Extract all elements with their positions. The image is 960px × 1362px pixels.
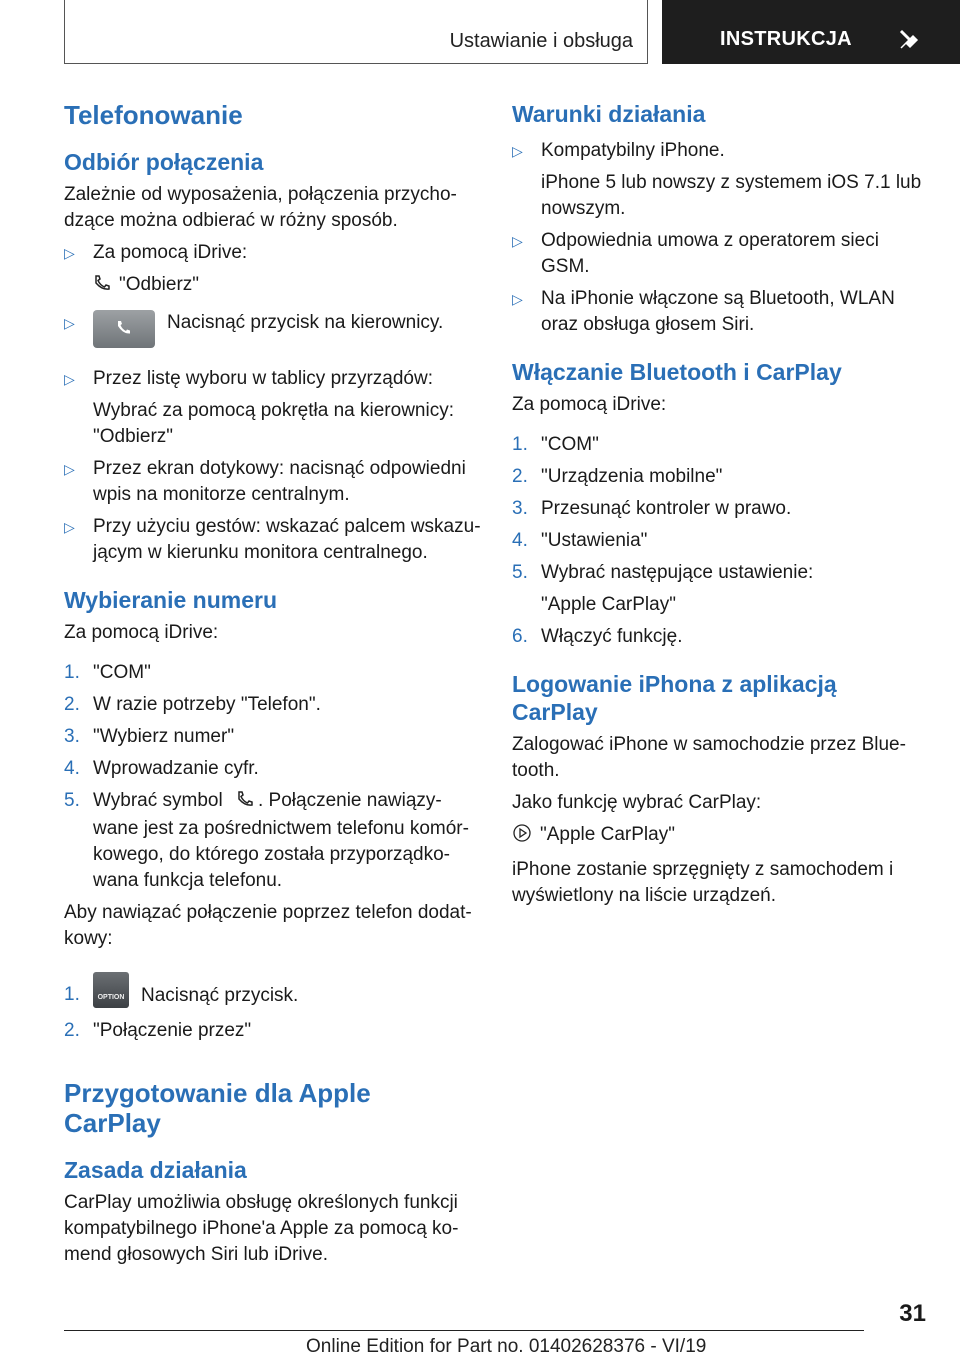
list-item: ▷ Odpowiednia umowa z operatorem sieci GSM.: [512, 230, 879, 277]
list-item: 5. Wybrać symbol . Połączenie nawiązy-wane jest za pośrednictwem telefonu komór-kowego, do którego została przyporządko-wana funkcja telefonu.: [64, 790, 469, 891]
triangle-bullet-icon: ▷: [512, 143, 523, 159]
phone-icon: [93, 274, 111, 300]
bullet-list-warunki: [512, 138, 932, 338]
numbered-list-wlaczanie: [512, 432, 932, 650]
numbered-list-wybieranie: [64, 660, 484, 894]
list-item: 1. "COM": [64, 662, 151, 683]
list-item-sub: "Apple CarPlay": [541, 594, 676, 615]
section-intro: Zależnie od wyposażenia, połączenia przycho-dzące można odbierać w różny sposób.: [64, 184, 457, 231]
header-tab[interactable]: [662, 0, 960, 64]
section-intro: Za pomocą iDrive:: [64, 622, 219, 643]
list-item-text: Przez listę wyboru w tablicy przyrządów:: [93, 368, 433, 389]
paragraph: iPhone zostanie sprzęgnięty z samochodem i wyświetlony na liście urządzeń.: [512, 859, 894, 906]
list-item: [64, 366, 484, 450]
section-text: CarPlay umożliwia obsługę określonych funkcji kompatybilnego iPhone'a Apple za pomocą ko-mend głosowych Siri lub iDrive.: [64, 1192, 459, 1265]
extra-phone-note: Aby nawiązać połączenie poprzez telefon dodat-kowy:: [64, 902, 472, 949]
section-heading-wybieranie: Wybieranie numeru: [64, 587, 278, 613]
option-button-icon: OPTION: [93, 972, 129, 1008]
list-item-text: Nacisnąć przycisk na kierownicy.: [167, 312, 444, 333]
menu-entry: "Apple CarPlay": [512, 822, 932, 851]
list-item: 1. "COM": [512, 434, 599, 455]
triangle-bullet-icon: ▷: [64, 519, 75, 535]
numbered-list-option: [64, 972, 484, 1044]
footer-edition: Online Edition for Part no. 01402628376 - VI/19: [306, 1336, 707, 1357]
list-item: 2. "Urządzenia mobilne": [512, 466, 723, 487]
section-heading-odbior: Odbiór połączenia: [64, 149, 264, 175]
triangle-bullet-icon: ▷: [64, 315, 75, 331]
triangle-bullet-icon: ▷: [64, 371, 75, 387]
page-header: [0, 0, 960, 66]
paragraph: Jako funkcję wybrać CarPlay:: [512, 792, 762, 813]
phone-icon: [236, 790, 254, 816]
footer-divider: [64, 1330, 864, 1331]
list-item: 2. W razie potrzeby "Telefon".: [64, 694, 321, 715]
list-item: 1. OPTION Nacisnąć przycisk.: [64, 972, 484, 1008]
list-item: 5. Wybrać następujące ustawienie: "Apple CarPlay": [512, 560, 932, 618]
sub-text: "Odbierz": [119, 274, 200, 295]
list-item: 2. "Połączenie przez": [64, 1020, 252, 1041]
triangle-bullet-icon: ▷: [64, 461, 75, 477]
list-item: [64, 310, 484, 348]
left-column: [64, 100, 484, 1274]
section-heading-wlaczanie: Włączanie Bluetooth i CarPlay: [512, 359, 842, 385]
list-item: ▷ Na iPhonie włączone są Bluetooth, WLAN oraz obsługa głosem Siri.: [512, 288, 895, 335]
triangle-bullet-icon: ▷: [64, 245, 75, 261]
list-item-text: Przy użyciu gestów: wskazać palcem wskazu-jącym w kierunku monitora centralnego.: [93, 516, 481, 563]
list-item: 4. Wprowadzanie cyfr.: [64, 758, 259, 779]
list-item: 4. "Ustawienia": [512, 530, 648, 551]
triangle-bullet-icon: ▷: [512, 291, 523, 307]
bullet-list-odbior: [64, 240, 484, 566]
play-circle-icon: [512, 823, 532, 851]
list-item-sub: Wybrać za pomocą pokrętła na kierownicy: "Odbierz": [93, 400, 454, 447]
list-item-text: Przez ekran dotykowy: nacisnąć odpowiedni wpis na monitorze centralnym.: [93, 458, 466, 505]
header-section-title: Ustawianie i obsługa: [449, 30, 633, 52]
section-heading-warunki: Warunki działania: [512, 101, 706, 127]
list-item-text: Za pomocą iDrive:: [93, 242, 248, 263]
list-item: [64, 240, 484, 300]
list-item: 3. Przesunąć kontroler w prawo.: [512, 498, 792, 519]
list-item: [64, 514, 484, 566]
triangle-bullet-icon: ▷: [512, 233, 523, 249]
list-item: 3. "Wybierz numer": [64, 726, 235, 747]
list-item: 6. Włączyć funkcję.: [512, 626, 683, 647]
list-item: ▷ Kompatybilny iPhone. iPhone 5 lub nowszy z systemem iOS 7.1 lub nowszym.: [512, 138, 932, 222]
list-item-sub: iPhone 5 lub nowszy z systemem iOS 7.1 lub nowszym.: [541, 172, 922, 219]
page-title: Telefonowanie: [64, 100, 243, 130]
right-column: [512, 100, 932, 915]
section-intro: Za pomocą iDrive:: [512, 394, 667, 415]
section-heading-zasada: Zasada działania: [64, 1157, 247, 1183]
header-section-box: [64, 0, 648, 64]
list-item: [64, 456, 484, 508]
paragraph: Zalogować iPhone w samochodzie przez Blue-tooth.: [512, 734, 906, 781]
header-tab-label: INSTRUKCJA: [720, 28, 852, 50]
pin-icon: [898, 28, 922, 55]
page-number: 31: [899, 1300, 926, 1327]
list-item-sub: [93, 272, 484, 300]
steering-wheel-phone-button-icon: [93, 310, 155, 348]
section-title-carplay: Przygotowanie dla Apple CarPlay: [64, 1078, 371, 1138]
section-heading-logowanie: Logowanie iPhona z aplikacją CarPlay: [512, 671, 837, 725]
